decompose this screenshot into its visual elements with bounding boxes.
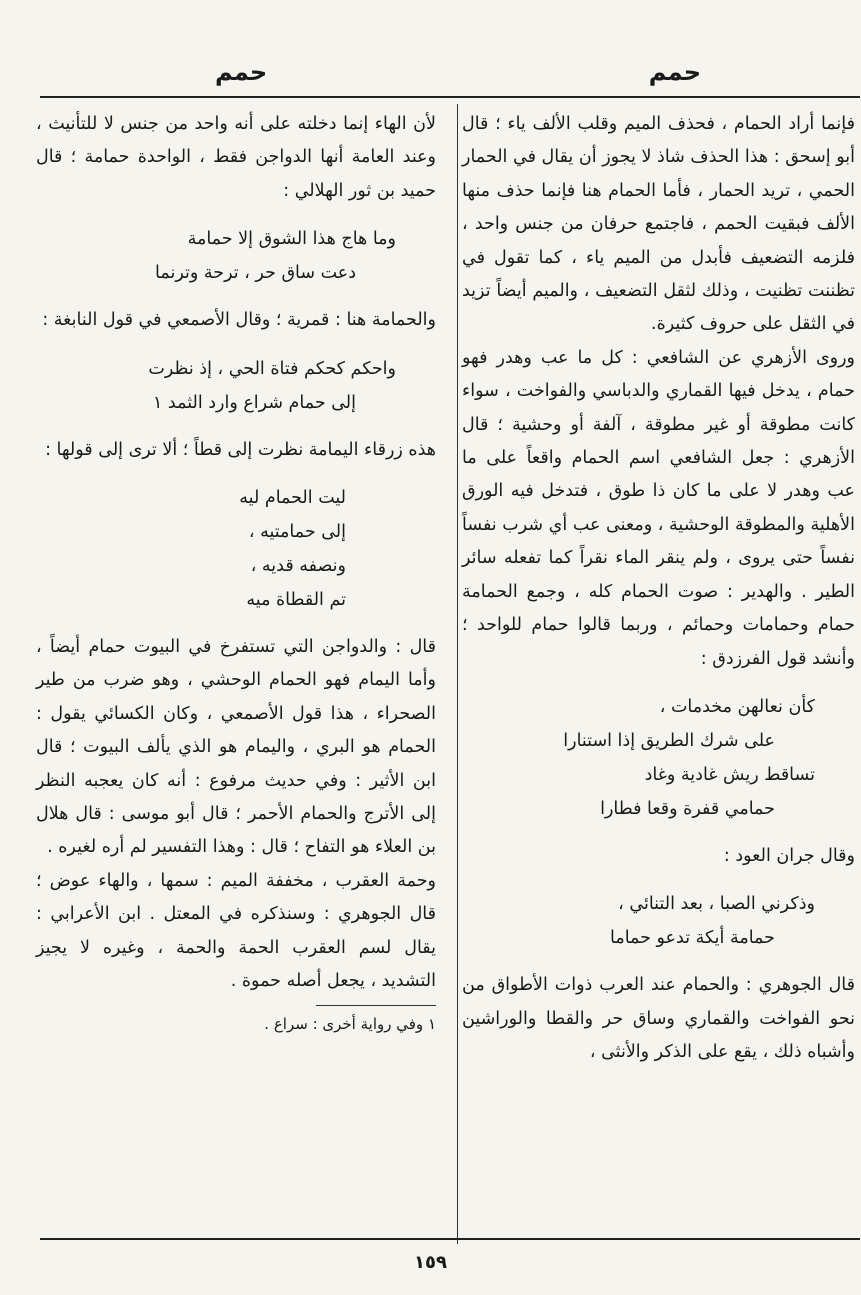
verse-line: على شرك الطريق إذا استنارا <box>563 730 775 751</box>
verse-line: وذكرني الصبا ، بعد التنائي ، <box>618 894 815 915</box>
verse-block <box>36 222 436 290</box>
verse-line: واحكم كحكم فتاة الحي ، إذ نظرت <box>148 358 396 379</box>
verse-line: حمامة أيكة تدعو حماما <box>609 928 775 949</box>
paragraph: قال : والدواجن التي تستفرخ في البيوت حمام أيضاً ، وأما اليمام فهو الحمام الوحشي ، وهو ضرب من طير الصحراء ، هذا قول الأصمعي ، وكان الكسائي يقول : الحمام هو البري ، واليمام هو الذي يألف البيوت ؛ قال ابن الأثير : وفي حديث مرفوع : أنه كان يعجبه النظر إلى الأترج والحمام الأحمر ؛ قال أبو موسى : قال هلال بن العلاء هو التفاح ؛ قال : وهذا التفسير لم أره لغيره . <box>36 637 436 858</box>
paragraph: قال الجوهري : والحمام عند العرب ذوات الأطواق من نحو الفواخت والقماري وساق حر والقطا والوراشين وأشباه ذلك ، يقع على الذكر والأنثى ، <box>462 975 855 1063</box>
verse-line: ليت الحمام ليه <box>239 488 346 509</box>
verse-line: تساقط ريش غادية وغاد <box>644 764 815 785</box>
footnote-rule <box>316 1005 436 1006</box>
verse-line: وما هاج هذا الشوق إلا حمامة <box>187 229 396 250</box>
paragraph: وقال جران العود : <box>723 845 855 866</box>
verse-block <box>462 690 855 826</box>
paragraph: والحمامة هنا : قمرية ؛ وقال الأصمعي في قول النابغة : <box>42 310 436 331</box>
paragraph: وحمة العقرب ، مخففة الميم : سمها ، والهاء عوض ؛ قال الجوهري : وسنذكره في المعتل . ابن الأعرابي : يقال لسم العقرب الحمة والحمة ، وغيره لا يجيز التشديد ، يجعل أصله حموة . <box>36 870 436 992</box>
column-divider <box>457 104 458 1244</box>
verse-line: تم القطاة ميه <box>246 590 346 611</box>
verse-line: حمامي قفرة وقعا فطارا <box>600 798 775 819</box>
footnote: ١ وفي رواية أخرى : سراع . <box>264 1014 436 1033</box>
left-column <box>36 108 436 1038</box>
verse-line: إلى حمامتيه ، <box>248 522 346 543</box>
running-head-left: حمم <box>215 58 268 86</box>
verse-line: إلى حمام شراع وارد الثمد ١ <box>152 392 356 413</box>
verse-line: ونصفه قديه ، <box>250 556 346 577</box>
verse-block <box>36 481 436 617</box>
bottom-rule <box>40 1238 860 1240</box>
top-rule <box>40 96 860 98</box>
running-head-right: حمم <box>648 58 701 86</box>
verse-line: دعت ساق حر ، ترحة وترنما <box>155 263 356 284</box>
paragraph: لأن الهاء إنما دخلته على أنه واحد من جنس لا للتأنيث ، وعند العامة أنها الدواجن فقط ، الواحدة حمامة ؛ قال حميد بن ثور الهلالي : <box>36 114 436 201</box>
verse-line: كأن نعالهن مخدمات ، <box>659 696 815 717</box>
page-number: ١٥٩ <box>414 1252 447 1273</box>
paragraph: فإنما أراد الحمام ، فحذف الميم وقلب الألف ياء ؛ قال أبو إسحق : هذا الحذف شاذ لا يجوز أن يقال في الحمار الحمي ، تريد الحمار ، فأما الحمام هنا فإنما حذف منها الألف فبقيت الحمم ، فاجتمع حرفان من جنس واحد ، فلزمه التضعيف فأبدل من الميم ياء ، كما تقول في تظننت تظنيت ، وذلك لثقل التضعيف ، والميم أيضاً تزيد في الثقل على حروف كثيرة. <box>462 114 855 335</box>
paragraph: هذه زرقاء اليمامة نظرت إلى قطاً ؛ ألا ترى إلى قولها : <box>45 439 436 460</box>
verse-block <box>462 887 855 955</box>
right-column <box>462 108 855 1070</box>
verse-block <box>36 352 436 420</box>
paragraph: وروى الأزهري عن الشافعي : كل ما عب وهدر فهو حمام ، يدخل فيها القماري والدباسي والفواخت ، سواء كانت مطوقة أو غير مطوقة ، آلفة أو وحشية ؛ قال الأزهري : جعل الشافعي اسم الحمام واقعاً على ما عب وهدر لا على ما كان ذا طوق ، فتدخل فيه الورق الأهلية والمطوقة الوحشية ، ومعنى عب أي شرب نفساً نفساً حتى يروى ، ولم ينقر الماء نقراً كما تفعله سائر الطير . والهدير : صوت الحمام كله ، وجمع الحمامة حمام وحمامات وحمائم ، وربما قالوا حمام للواحد ؛ وأنشد قول الفرزدق : <box>462 347 855 669</box>
